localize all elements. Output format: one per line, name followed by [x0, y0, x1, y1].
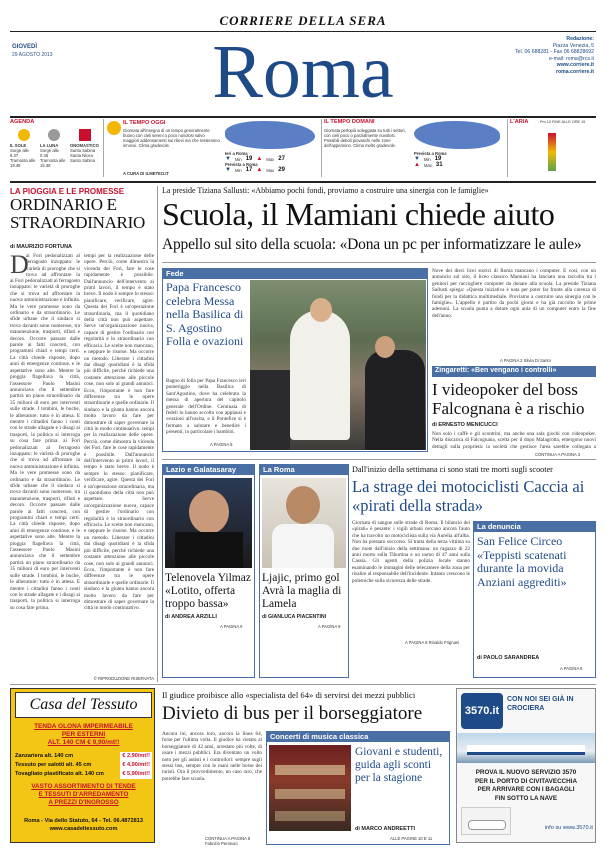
arrow-up-icon: ▲: [256, 167, 263, 173]
circeo-label: La denuncia: [473, 521, 596, 532]
ad-promo1: VASTO ASSORTIMENTO DI TENDE: [31, 783, 136, 790]
weather-credit: A CURA DI ILMETEO.IT: [123, 171, 169, 176]
redazione-title: Redazione:: [566, 36, 594, 42]
ad-promo2: E TESSUTI D'ARREDAMENTO: [38, 791, 129, 798]
air-quality-bar: [548, 133, 556, 171]
ad-line1: TENDA OLONA IMPERMEABILE: [34, 723, 133, 730]
arrow-down-icon: ▼: [225, 156, 231, 162]
zingaretti-byline: di ERNESTO MENICUCCI: [432, 422, 498, 428]
lazio-cont: A PAGINA 9: [220, 624, 243, 629]
ad-3570[interactable]: [456, 688, 596, 843]
forecast-min: 17: [245, 167, 253, 173]
tomorrow-min: 19: [434, 156, 442, 162]
paper-name: CORRIERE DELLA SERA: [219, 13, 387, 28]
fede-label: Fede: [162, 268, 428, 279]
arrow-down-icon: ▼: [414, 156, 420, 162]
ad-line3: ALT. 140 CM € 9,90/mt!!: [47, 739, 120, 746]
orchestra-photo[interactable]: [269, 745, 351, 831]
max-label: Max: [266, 156, 275, 162]
zingaretti-headline[interactable]: I videopoker del boss Falcognana è a rischio: [432, 380, 585, 418]
ad-brand: Casa del Tessuto: [15, 692, 152, 718]
sun-icon: [18, 129, 30, 141]
lazio-map-today: [225, 121, 315, 149]
main-body-text: Nove dei dieci licei storici di Roma mancano i computer. E così, con un annuncio sul sito, il liceo classico Mamiani ha lanciato una raccolta tra i genitori per raccogliere computer da donare alla scuola. La preside Tiziana Sallusti spiega: «Questa iniziativa è nata per poter far fronte alla carenza di fondi per la didattica multimediale. Proviamo a costruire una sinergia con le famiglie». L'appello è partito da pochi giorni e ha già raccolto le prime adesioni. La scuola punta a dotare ogni aula di un computer entro la fine dell'anno.: [432, 268, 596, 319]
tomorrow-forecast-label: Prevista a Roma: [414, 151, 447, 156]
address: Piazza Venezia, 5: [552, 42, 594, 49]
ad-row-price: € 2,90/mt!!: [122, 753, 150, 759]
fede-cont: A PAGINA 5: [210, 442, 233, 447]
arrow-up-icon: ▲: [256, 156, 263, 162]
moto-body: [352, 520, 470, 638]
fede-body-text: Bagno di folla per Papa Francesco ieri pomeriggio nella Basilica di Sant'Agostino, dove ha celebrato la messa di apertura del capitolo generale dell'Ordine. Centinaia di fedeli lo hanno accolto con applausi e ovazioni all'uscita, e il Pontefice si è fermato a salutare e benedire i presenti, in particolare i bambini.: [166, 378, 246, 436]
lazio-byline: di ANDREA ARZILLI: [165, 614, 217, 620]
left-copyright: © RIPRODUZIONE RISERVATA: [93, 676, 154, 681]
ad-promo3: A PREZZI D'INGROSSO: [48, 799, 119, 806]
ad-website[interactable]: www.casadeltessuto.com: [49, 826, 118, 832]
ad-address: Roma - Via dello Statuto, 64 - Tel. 06.4872813: [24, 818, 143, 824]
arrow-up-icon: ▲: [414, 162, 420, 168]
moto-kicker: Dall'inizio della settimana ci sono stati tre morti sugli scooter: [352, 465, 553, 474]
calendar-icon: [79, 129, 91, 141]
bus-body: [162, 731, 262, 835]
left-body2-text: tempi per la realizzazione delle opere. Perciò, come dimostra la vicenda dei Fori, fare le cose rapidamente è possibile. Dall'annuncio dell'intervento ai primi lavori, il tempo è stato breve. Il nodo è sempre lo stesso: pianificare, verificare, agire. Questa dei Fori è un'operazione straordinaria, ma il quotidiano della città non può aspettare. Serve un'organizzazione nuova, capace di gestire l'ordinario con regolarità e lo straordinario con efficacia. Le scelte non mancano, e neppure le risorse. Ma occorre un metodo. Liberare i cittadini dai disagi quotidiani è la sfida più difficile, perché richiede una costante attenzione alle piccole cose, non solo ai grandi annunci. Ecco, l'importante è non fare differenze tra le opere straordinarie e quelle ordinarie. Il sindaco e la giunta hanno ancora molto lavoro da fare per dimostrare di saper governare la città in modo continuativo.: [84, 253, 154, 432]
fede-body: [166, 378, 246, 440]
circeo-headline[interactable]: San Felice Circeo «Teppisti scatenati durante la movida Anziani aggrediti»: [477, 534, 567, 589]
main-cont: A PAGINA 2 Silvia Di Santo: [500, 358, 551, 363]
weather-bar: [10, 119, 596, 179]
ad-line2: PER ESTERNI: [61, 731, 106, 738]
date: 29 AGOSTO 2013: [12, 52, 53, 58]
moto-cont: A PAGINA 8 Rinaldo Frignani: [405, 640, 460, 645]
left-headline[interactable]: ORDINARIO E STRAORDINARIO: [10, 195, 145, 232]
ad-3570-website[interactable]: info su www.3570.it: [544, 825, 593, 831]
email[interactable]: e-mail: roma@rcs.it: [548, 55, 594, 62]
yesterday-min: 19: [245, 156, 253, 162]
weather-today-title: IL TEMPO OGGI: [123, 120, 166, 126]
weather-tomorrow-text: Giornata perlopiù soleggiata su tutti i settori, con cieli poco o parzialmente nuvolosi. Possibili deboli piovaschi nelle zone dell'appennino. Clima molto gradevole.: [324, 128, 406, 148]
min-label: Min: [423, 156, 431, 162]
pope-photo[interactable]: [250, 280, 426, 450]
left-body-lead: [26, 253, 80, 277]
moto-headline[interactable]: La strage dei motociclisti Caccia ai «pirati della strada»: [352, 477, 585, 515]
roma-headline[interactable]: Ljajic, primo gol Avrà la maglia di Lamela: [262, 572, 342, 610]
main-kicker: La preside Tiziana Sallusti: «Abbiamo pochi fondi, proviamo a costruire una sinergia con le famiglie»: [162, 186, 489, 195]
edition-title: Roma: [212, 30, 394, 114]
min-label: Min: [234, 167, 242, 173]
moon-label: LA LUNA: [40, 143, 59, 148]
concerti-label: Concerti di musica classica: [266, 731, 450, 742]
main-body: [432, 268, 596, 360]
circeo-cont: A PAGINA 6: [560, 666, 583, 671]
roma-cont: A PAGINA 9: [318, 624, 341, 629]
date-day: GIOVEDÌ: [12, 44, 38, 50]
roma-label: La Roma: [259, 464, 349, 475]
moto-body-text: Giornata di sangue sulle strade di Roma. Il bilancio dei «pirati» è pesante: i vigili urbani cercano ancora l'auto che ha travolto un motociclista sulla via Aurelia all'alba. Non ha prestato soccorso. Si tratta della terza vittima su due ruote dall'inizio della settimana: un ragazzo di 22 anni morto sulla Tiburtina e un uomo di 47 anni sulla Cassia. Gli agenti della polizia locale stanno esaminando le immagini delle telecamere della zona per risalire al responsabile dell'incidente. Intanto crescono le polemiche sulla sicurezza delle strade.: [352, 520, 470, 584]
moon-text: Sorge alle 0.46 Tramonta alle 15.38: [40, 148, 66, 168]
ad-3570-headline: CON NOI SEI GIÀ IN CROCIERA: [507, 696, 574, 712]
ad-3570-logo: 3570.it: [461, 693, 503, 729]
zingaretti-cont: CONTINUA A PAGINA 3: [535, 452, 581, 457]
sun-label: IL SOLE: [10, 143, 27, 148]
onomastico-text: Santa Sabina Santa Nicea Santo Sabino: [70, 148, 96, 163]
contacts: [474, 36, 594, 76]
bus-kicker: Il giudice proibisce allo «specialista del 64» di servirsi dei mezzi pubblici: [162, 690, 416, 700]
ljajic-photo[interactable]: [262, 478, 346, 568]
yesterday-max: 27: [278, 156, 285, 162]
moon-icon: [48, 129, 60, 141]
max-label: Max: [266, 167, 275, 173]
max-label: Max: [423, 162, 432, 168]
lazio-headline[interactable]: Telenovela Yilmaz «Lotito, offerta troppo bassa»: [165, 572, 251, 610]
website[interactable]: www.corriere.it: [556, 62, 594, 69]
ad-row: [15, 770, 152, 779]
forecast-label: Prevista a Roma: [225, 162, 258, 167]
lotito-photo[interactable]: [165, 478, 252, 568]
weather-tomorrow-title: IL TEMPO DOMANI: [324, 119, 375, 125]
website-local[interactable]: roma.corriere.it: [555, 68, 594, 75]
concerti-headline[interactable]: Giovani e studenti, guida agli sconti per la stagione: [355, 746, 443, 784]
ad-row-price: € 5,90/mt!!: [122, 771, 150, 777]
sun-cloud-icon: [107, 121, 121, 135]
ad-3570-line3: PER ARRIVARE CON I BAGAGLI: [477, 786, 575, 793]
onomastico-label: ONOMASTICO: [70, 143, 99, 148]
ad-3570-line4: FIN SOTTO LA NAVE: [494, 794, 558, 802]
cruise-ship-photo: [457, 733, 595, 763]
left-body-col1: [10, 278, 80, 676]
ad-row-name: Tessuto per salotti alt. 45 cm: [15, 762, 92, 768]
roma-byline: di GIANLUCA PIACENTINI: [262, 614, 327, 620]
lazio-label: Lazio e Galatasaray: [162, 464, 255, 475]
zingaretti-body-text: Non solo i caffè e gli scontrini, ma anche una sala giochi con videopoker. Nella discarica di Falcognana, scelta per il dopo Malagrotta, emergono nuovi dettagli sulla proprietà: la società che gestisce l'area sarebbe collegata a: [432, 431, 596, 450]
bus-headline[interactable]: Divieto di bus per il borseggiatore: [162, 703, 423, 724]
ad-casa-del-tessuto[interactable]: [10, 688, 155, 843]
fede-headline[interactable]: Papa Francesco celebra Messa nella Basilica di S. Agostino Folla e ovazioni: [166, 280, 244, 348]
tomorrow-max: 31: [435, 162, 443, 168]
left-body-text: ai Fori pedonalizzati al ferragosto inzuppato: le varietà di proroghe che si trova ad affrontare la nuova amministrazione è infinita. Ma le vere promesse sono da ordinario e da straordinario. Le sfide urbane che il sindaco si trova davanti sono numerose, tra manutenzione, trasporti, rifiuti e decoro. Occorre passare dalle parole ai fatti concreti, con programmi chiari e tempi certi. La città chiede risposte, dopo anni di emergenze continue, e le aspettative sono alte. Mentre la pioggia flagellava la città, l'assessore Paolo Masini annunciava che il settembre partirà un piano straordinario da 35 milioni di euro per interventi sulle strade. I tombini, le buche, le alberature: tutto è in attesa. E mentre i cittadini fanno i conti con le strade allagate e i disagi ai trasporti, la politica si interroga su cosa fare prima.: [10, 278, 80, 445]
ad-row: [15, 752, 152, 761]
left-kicker: LA PIOGGIA E LE PROMESSE: [10, 187, 125, 196]
bus-cont: CONTINUA A PAGINA 8 Fabrizio Peronaci: [205, 836, 251, 846]
concerti-cont: ALLE PAGINE 10 E 11: [390, 836, 433, 841]
bus-body-text: Ancora lui, ancora loro, ancora la linea 64, forse per l'ultima volta. Il giudice ha vietato al borseggiatore di 42 anni, arrestato più volte, di usare i mezzi pubblici. Era diventato un volto noto per gli autisti e i controllori: sempre sugli stessi bus, sempre con le mani nelle borse dei turisti. Ora il provvedimento, un caso raro, che potrebbe fare scuola.: [162, 731, 262, 782]
dropcap: D: [10, 250, 29, 279]
left-body-col2: [84, 253, 154, 676]
air-title: L'ARIA: [510, 119, 529, 125]
ad-row: [15, 761, 152, 770]
main-headline[interactable]: Scuola, il Mamiani chiede aiuto: [162, 196, 555, 232]
left-byline: di MAURIZIO FORTUNA: [10, 244, 73, 250]
taxi-photo: [461, 807, 511, 835]
air-text: Pm 10 FINE ALLE ORE 15: [540, 120, 586, 124]
left-body-text: ai Fori pedonalizzati al ferragosto inzuppato: le varietà di proroghe che si trova ad affrontare la nuova amministrazione è infinita. Ma le vere promesse sono da ordinario e da straordinario. Le sfide urbane che il sindaco si trova davanti sono numerose, tra manutenzione, trasporti, rifiuti e decoro. Occorre passare dalle parole ai fatti concreti, con programmi chiari e tempi certi. La città chiede risposte, dopo anni di emergenze continue, e le aspettative sono alte. Mentre la pioggia flagellava la città, l'assessore Paolo Masini annunciava che il settembre partirà un piano straordinario da 35 milioni di euro per interventi sulle strade. I tombini, le buche, le alberature: tutto è in attesa. E mentre i cittadini fanno i conti con le strade allagate e i disagi ai trasporti, la politica si interroga su cosa fare prima.: [10, 438, 80, 611]
left-body2-text: tempi per la realizzazione delle opere. Perciò, come dimostra la vicenda dei Fori, fare le cose rapidamente è possibile. Dall'annuncio dell'intervento ai primi lavori, il tempo è stato breve. Il nodo è sempre lo stesso: pianificare, verificare, agire. Questa dei Fori è un'operazione straordinaria, ma il quotidiano della città non può aspettare. Serve un'organizzazione nuova, capace di gestire l'ordinario con regolarità e lo straordinario con efficacia. Le scelte non mancano, e neppure le risorse. Ma occorre un metodo. Liberare i cittadini dai disagi quotidiani è la sfida più difficile, perché richiede una costante attenzione alle piccole cose, non solo ai grandi annunci. Ecco, l'importante è non fare differenze tra le opere straordinarie e quelle ordinarie. Il sindaco e la giunta hanno ancora molto lavoro da fare per dimostrare di saper governare la città in modo continuativo.: [84, 425, 154, 612]
weather-today-text: Giornata all'insegna di un tempo generalmente buono con cieli sereni o poco nuvolosi salvo maggiori addensamenti sui rilievi ma che resteranno innocui. Clima gradevole.: [123, 128, 220, 148]
arrow-down-icon: ▼: [225, 167, 231, 173]
ad-row-price: € 4,90/mt!!: [122, 762, 150, 768]
lazio-map-tomorrow: [414, 121, 500, 149]
ad-row-name: Tovagliato plastificato alt. 140 cm: [15, 771, 104, 777]
ad-3570-line1: PROVA IL NUOVO SERVIZIO 3570: [475, 769, 577, 776]
phone: Tel. 06 688281 - Fax 06 68828692: [514, 49, 594, 56]
zingaretti-body: [432, 431, 596, 450]
ad-row-name: Zanzariera alt. 140 cm: [15, 753, 74, 759]
ad-3570-line2: PER IL PORTO DI CIVITAVECCHIA: [474, 777, 578, 785]
left-body-text: ai Fori pedonalizzati al ferragosto inzuppato: le varietà di proroghe che si trova ad affrontare la: [26, 253, 80, 277]
main-subhead: Appello sul sito della scuola: «Dona un pc per informatizzare le aule»: [162, 236, 582, 253]
sun-text: Sorge alle 6.37 Tramonta alle 19.48: [10, 148, 36, 168]
yesterday-label: Ieri a Roma: [225, 151, 248, 156]
zingaretti-kicker: Zingaretti: «Ben vengano i controlli»: [435, 367, 557, 374]
concerti-byline: di MARCO ANDREETTI: [355, 826, 415, 832]
min-label: Min: [234, 156, 242, 162]
forecast-max: 29: [278, 167, 285, 173]
circeo-byline: di PAOLO SARANDREA: [477, 655, 540, 661]
agenda-title: AGENDA: [10, 119, 35, 125]
